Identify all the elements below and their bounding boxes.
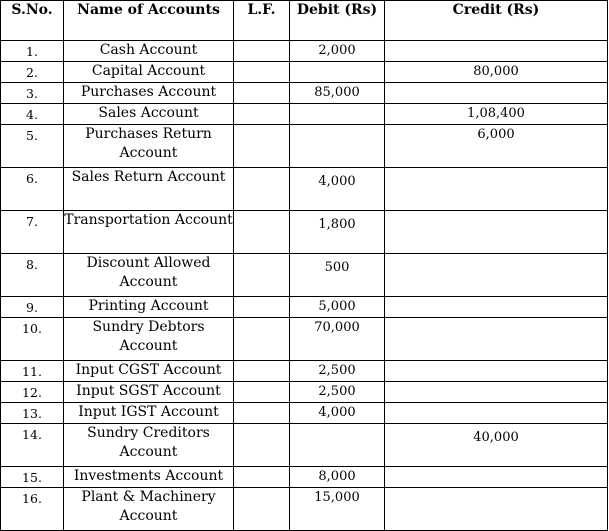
sno-cell: 14. [1,424,64,467]
table-row [1,168,608,211]
lf-cell [234,361,290,382]
account-name-cell: Plant & Machinery Account [64,488,234,531]
account-name-cell: Sundry Debtors Account [64,318,234,361]
lf-header: L.F. [234,1,290,41]
debit-cell: 4,000 [290,403,385,424]
table-row [1,361,608,382]
account-name-cell: Purchases Return Account [64,125,234,168]
credit-cell: 40,000 [385,424,608,467]
lf-cell [234,467,290,488]
credit-cell [385,488,608,531]
table-row [1,104,608,125]
table-row [1,382,608,403]
credit-cell [385,403,608,424]
sno-cell: 9. [1,297,64,318]
debit-cell [290,62,385,83]
debit-cell: 4,000 [290,168,385,211]
credit-cell [385,41,608,62]
lf-cell [234,125,290,168]
debit-cell: 2,500 [290,382,385,403]
sno-cell: 6. [1,168,64,211]
credit-cell [385,467,608,488]
credit-cell [385,83,608,104]
table-row [1,488,608,531]
name-header: Name of Accounts [64,1,234,41]
table-row [1,41,608,62]
lf-cell [234,424,290,467]
credit-cell: 1,08,400 [385,104,608,125]
account-name-cell: Capital Account [64,62,234,83]
table-row [1,403,608,424]
account-name-cell: Sales Return Account [64,168,234,211]
credit-cell [385,168,608,211]
lf-cell [234,297,290,318]
table-row [1,83,608,104]
sno-cell: 1. [1,41,64,62]
credit-cell [385,361,608,382]
sno-cell: 12. [1,382,64,403]
sno-cell: 11. [1,361,64,382]
credit-cell: 6,000 [385,125,608,168]
debit-cell: 70,000 [290,318,385,361]
table-row [1,467,608,488]
credit-cell: 80,000 [385,62,608,83]
sno-cell: 3. [1,83,64,104]
lf-cell [234,403,290,424]
debit-cell: 85,000 [290,83,385,104]
table-row [1,297,608,318]
sno-cell: 5. [1,125,64,168]
table-row [1,62,608,83]
credit-cell [385,297,608,318]
table-row [1,318,608,361]
account-name-cell: Input SGST Account [64,382,234,403]
credit-cell [385,382,608,403]
credit-header: Credit (Rs) [385,1,608,41]
credit-cell [385,318,608,361]
credit-cell [385,254,608,297]
sno-cell: 4. [1,104,64,125]
debit-cell: 8,000 [290,467,385,488]
debit-cell: 15,000 [290,488,385,531]
account-name-cell: Printing Account [64,297,234,318]
account-name-cell: Input IGST Account [64,403,234,424]
lf-cell [234,168,290,211]
sno-cell: 10. [1,318,64,361]
lf-cell [234,62,290,83]
debit-cell [290,125,385,168]
sno-cell: 2. [1,62,64,83]
lf-cell [234,83,290,104]
account-name-cell: Investments Account [64,467,234,488]
lf-cell [234,318,290,361]
debit-cell: 2,500 [290,361,385,382]
account-name-cell: Sales Account [64,104,234,125]
account-name-cell: Transportation Account [64,211,234,254]
sno-cell: 13. [1,403,64,424]
debit-cell [290,424,385,467]
lf-cell [234,488,290,531]
lf-cell [234,254,290,297]
debit-cell: 2,000 [290,41,385,62]
debit-cell [290,104,385,125]
account-name-cell: Purchases Account [64,83,234,104]
debit-header: Debit (Rs) [290,1,385,41]
table-row [1,125,608,168]
header-row [1,1,608,41]
account-name-cell: Discount Allowed Account [64,254,234,297]
lf-cell [234,104,290,125]
lf-cell [234,211,290,254]
debit-cell: 500 [290,254,385,297]
debit-cell: 5,000 [290,297,385,318]
debit-cell: 1,800 [290,211,385,254]
sno-cell: 16. [1,488,64,531]
sno-header: S.No. [1,1,64,41]
account-name-cell: Sundry Creditors Account [64,424,234,467]
account-name-cell: Input CGST Account [64,361,234,382]
table-row [1,424,608,467]
account-name-cell: Cash Account [64,41,234,62]
table-row [1,254,608,297]
credit-cell [385,211,608,254]
sno-cell: 8. [1,254,64,297]
table-row [1,211,608,254]
sno-cell: 15. [1,467,64,488]
lf-cell [234,41,290,62]
lf-cell [234,382,290,403]
sno-cell: 7. [1,211,64,254]
